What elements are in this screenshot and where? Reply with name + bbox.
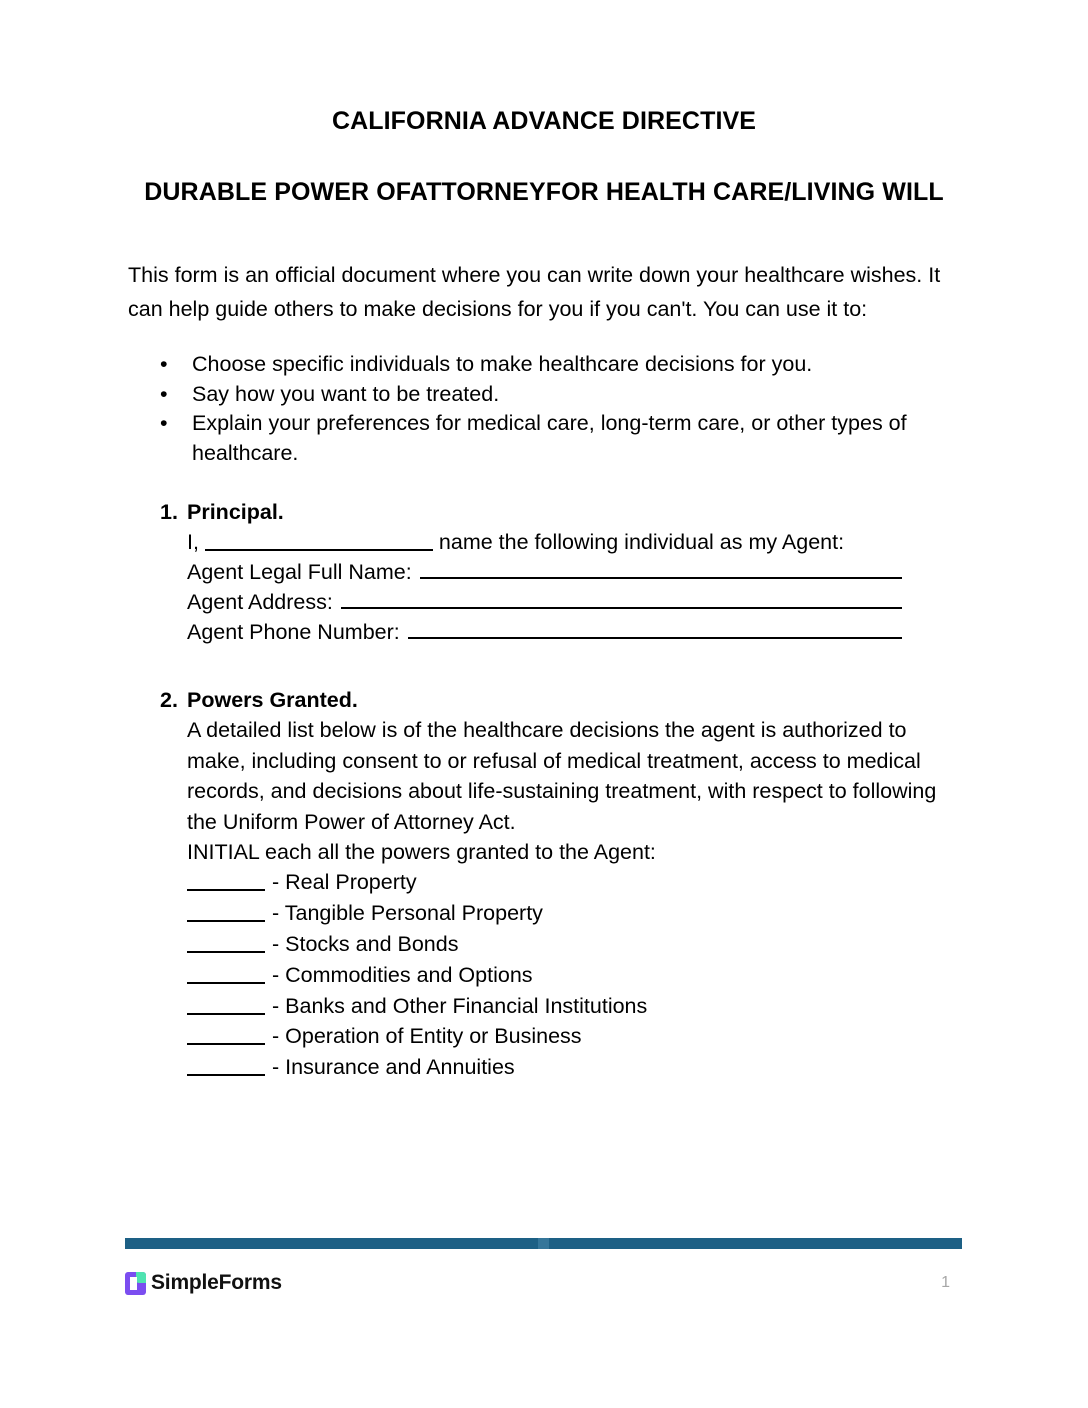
power-initial-blank[interactable] bbox=[187, 876, 265, 891]
page-title: CALIFORNIA ADVANCE DIRECTIVE bbox=[331, 107, 757, 135]
list-item bbox=[128, 380, 962, 410]
agent-address-label: Agent Address: bbox=[187, 590, 333, 614]
power-separator: - bbox=[272, 901, 280, 926]
footer-divider-left bbox=[125, 1238, 538, 1249]
agent-phone-number-blank[interactable] bbox=[408, 622, 902, 639]
power-separator: - bbox=[272, 1055, 280, 1080]
power-separator: - bbox=[272, 870, 280, 895]
list-item bbox=[187, 991, 964, 1022]
powers-initial-list bbox=[187, 867, 964, 1083]
principal-name-suffix: name the following individual as my Agent: bbox=[438, 530, 845, 554]
power-label: Tangible Personal Property bbox=[284, 901, 543, 926]
power-initial-blank[interactable] bbox=[187, 1000, 265, 1015]
footer-divider-right bbox=[549, 1238, 962, 1249]
list-item bbox=[187, 960, 964, 991]
power-label: Operation of Entity or Business bbox=[285, 1024, 582, 1049]
list-item bbox=[187, 867, 964, 898]
document-header bbox=[0, 106, 1088, 209]
bullet-icon: • bbox=[160, 381, 168, 406]
list-item-label: Choose specific individuals to make healthcare decisions for you. bbox=[192, 352, 813, 376]
principal-name-prefix: I, bbox=[187, 530, 199, 554]
powers-paragraph: A detailed list below is of the healthcare decisions the agent is authorized to make, including consent to or refusal of medical treatment, access to medical records, and decisions about life-sustaining treatment, with respect to following the Uniform Power of Attorney Act. bbox=[187, 718, 937, 834]
power-initial-blank[interactable] bbox=[187, 938, 265, 953]
simpleforms-logo bbox=[125, 1271, 282, 1295]
power-label: Stocks and Bonds bbox=[285, 931, 459, 956]
section-number: 1. bbox=[160, 500, 178, 524]
agent-address-blank[interactable] bbox=[341, 592, 902, 609]
list-item bbox=[187, 898, 964, 929]
agent-phone-number-label: Agent Phone Number: bbox=[187, 620, 400, 644]
list-item bbox=[128, 350, 962, 380]
principal-name-line bbox=[187, 527, 964, 557]
power-initial-blank[interactable] bbox=[187, 907, 265, 922]
power-label: Commodities and Options bbox=[285, 962, 533, 987]
agent-legal-full-name-blank[interactable] bbox=[420, 562, 902, 579]
power-separator: - bbox=[272, 993, 280, 1018]
agent-address-row bbox=[187, 587, 902, 617]
list-item bbox=[187, 1021, 964, 1052]
list-item-label: Explain your preferences for medical care, long-term care, or other types of healthcare. bbox=[192, 411, 907, 465]
page-subtitle: DURABLE POWER OFATTORNEYFOR HEALTH CARE/LIVING WILL bbox=[144, 178, 944, 207]
page-number: 1 bbox=[941, 1274, 950, 1291]
power-separator: - bbox=[272, 931, 280, 956]
power-initial-blank[interactable] bbox=[187, 1030, 265, 1045]
section-number: 2. bbox=[160, 688, 178, 712]
section-heading: Principal. bbox=[187, 500, 284, 524]
footer-divider bbox=[125, 1238, 962, 1249]
power-separator: - bbox=[272, 962, 280, 987]
footer-divider-gap bbox=[538, 1238, 549, 1249]
power-initial-blank[interactable] bbox=[187, 969, 265, 984]
page-footer bbox=[0, 1238, 1088, 1358]
agent-phone-number-row bbox=[187, 617, 902, 647]
agent-legal-full-name-label: Agent Legal Full Name: bbox=[187, 560, 412, 584]
power-label: Real Property bbox=[285, 870, 417, 895]
list-item-label: Say how you want to be treated. bbox=[192, 381, 500, 406]
bullet-icon: • bbox=[160, 352, 168, 376]
list-item bbox=[128, 409, 962, 468]
power-separator: - bbox=[272, 1024, 280, 1049]
power-label: Banks and Other Financial Institutions bbox=[285, 993, 648, 1018]
power-initial-blank[interactable] bbox=[187, 1061, 265, 1076]
section-principal bbox=[128, 497, 964, 647]
footer-content bbox=[125, 1271, 962, 1295]
purpose-bullet-list bbox=[128, 350, 964, 468]
mark-inner-shape bbox=[130, 1277, 137, 1290]
intro-paragraph: This form is an official document where you can write down your healthcare wishes. It can help guide others to make decisions for you if you can't. You can use it to: bbox=[128, 263, 941, 321]
mark-accent-shape bbox=[136, 1272, 146, 1283]
bullet-icon: • bbox=[160, 411, 168, 435]
power-label: Insurance and Annuities bbox=[285, 1055, 515, 1080]
list-item bbox=[187, 929, 964, 960]
agent-legal-full-name-row bbox=[187, 557, 902, 587]
section-powers-granted bbox=[128, 685, 964, 1083]
simpleforms-mark-icon bbox=[125, 1272, 146, 1295]
brand-name-label: SimpleForms bbox=[151, 1271, 282, 1294]
section-heading: Powers Granted. bbox=[187, 688, 358, 712]
list-item bbox=[187, 1052, 964, 1083]
principal-name-blank[interactable] bbox=[205, 534, 433, 551]
initial-instruction: INITIAL each all the powers granted to the Agent: bbox=[187, 840, 656, 865]
document-body bbox=[128, 258, 964, 1083]
